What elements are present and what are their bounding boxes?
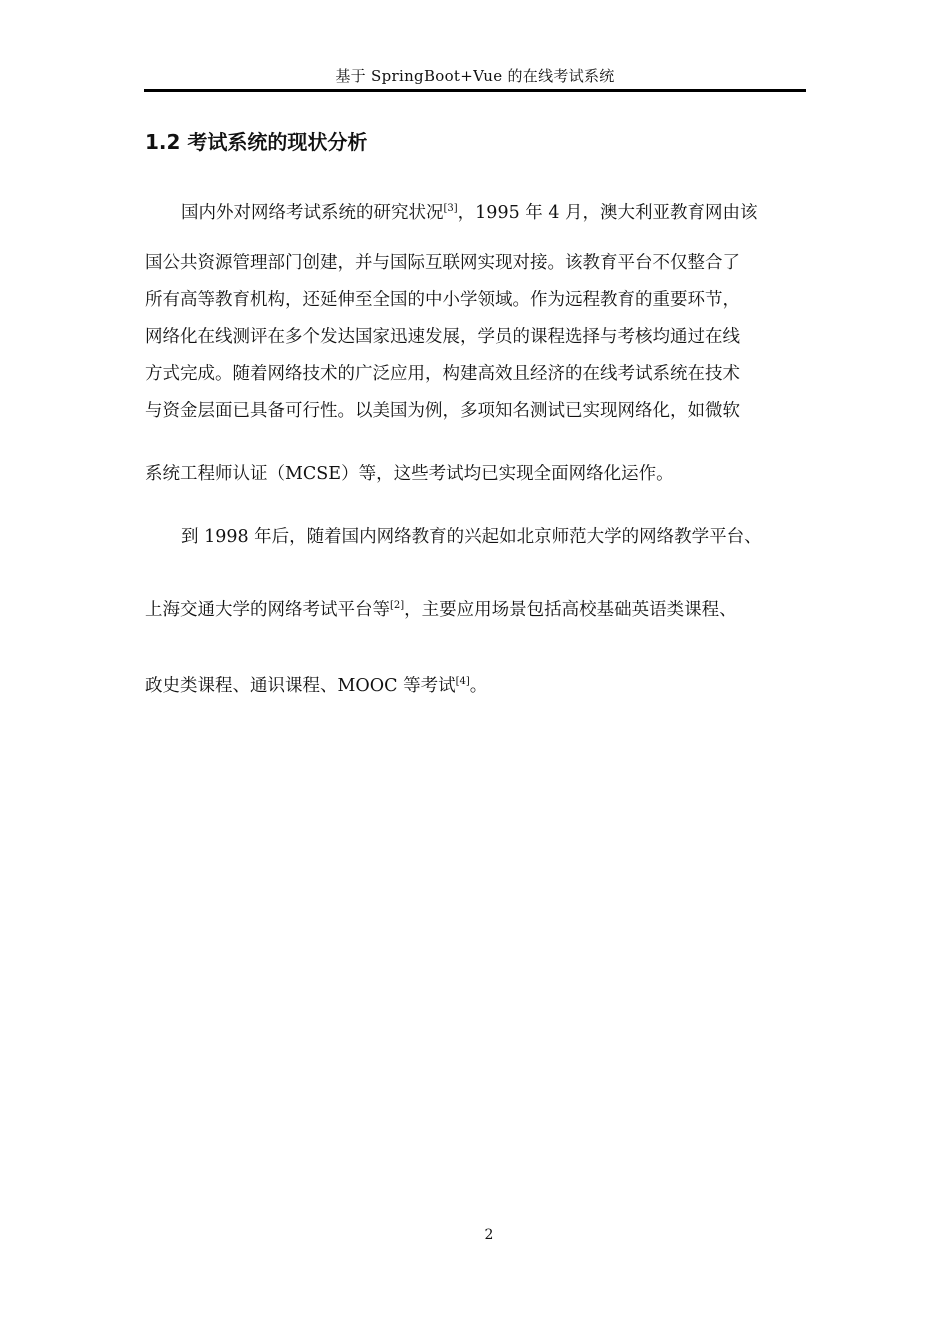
paragraph-1-line-6: 与资金层面已具备可行性。以美国为例，多项知名测试已实现网络化，如微软 (145, 401, 740, 421)
line-text: 国内外对网络考试系统的研究状况 (181, 203, 444, 223)
line-text-after: ，1995 年 4 月，澳大利亚教育网由该 (457, 203, 758, 223)
paragraph-1-line-4: 网络化在线测评在多个发达国家迅速发展，学员的课程选择与考核均通过在线 (145, 327, 740, 347)
line-text: 政史类课程、通识课程、MOOC 等考试 (145, 676, 456, 696)
paragraph-1-line-3: 所有高等教育机构，还延伸至全国的中小学领域。作为远程教育的重要环节， (145, 290, 740, 310)
paragraph-2-line-1: 到 1998 年后，随着国内网络教育的兴起如北京师范大学的网络教学平台、 (181, 527, 762, 547)
citation: [2] (390, 600, 405, 611)
paragraph-1-line-1 (181, 200, 758, 226)
line-text-after: 。 (469, 676, 488, 696)
running-header: 基于 SpringBoot+Vue 的在线考试系统 (335, 67, 615, 85)
citation: [3] (443, 203, 458, 214)
paragraph-1-line-5: 方式完成。随着网络技术的广泛应用，构建高效且经济的在线考试系统在技术 (145, 364, 740, 384)
paragraph-1-line-2: 国公共资源管理部门创建，并与国际互联网实现对接。该教育平台不仅整合了 (145, 253, 740, 273)
paragraph-1-line-7: 系统工程师认证（MCSE）等，这些考试均已实现全面网络化运作。 (145, 464, 674, 484)
section-heading: 1.2 考试系统的现状分析 (145, 130, 368, 154)
citation: [4] (455, 676, 470, 687)
paragraph-2-line-3 (145, 673, 487, 699)
page-number: 2 (484, 1227, 494, 1243)
line-text: 上海交通大学的网络考试平台等 (145, 600, 390, 620)
paragraph-2-line-2 (145, 597, 737, 623)
header-rule (144, 89, 806, 92)
line-text-after: ，主要应用场景包括高校基础英语类课程、 (404, 600, 737, 620)
